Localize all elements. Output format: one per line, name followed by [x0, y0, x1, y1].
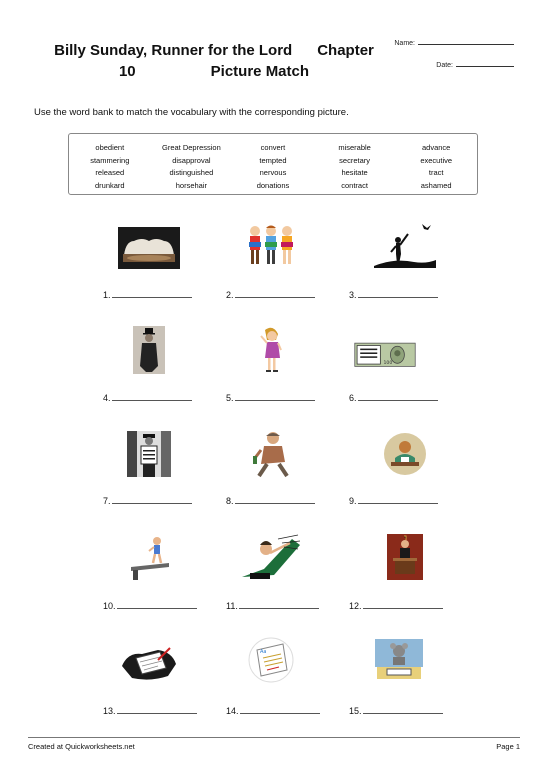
worksheet-title	[34, 40, 394, 82]
answer-8[interactable]	[226, 496, 322, 506]
word-bank-row	[69, 167, 477, 180]
dollar-bill-picture	[354, 330, 416, 378]
answer-blank[interactable]	[117, 601, 197, 609]
title-line-2: 10 Picture Match	[118, 63, 310, 80]
answer-9[interactable]	[349, 496, 445, 506]
word: drunkard	[94, 180, 125, 190]
word: obedient	[95, 143, 125, 152]
signing-contract-picture	[118, 636, 180, 684]
answer-blank[interactable]	[235, 496, 315, 504]
released-bird-silhouette-picture	[374, 220, 436, 268]
tract-leaflet-picture	[240, 636, 302, 684]
answer-blank[interactable]	[358, 393, 438, 401]
answer-number: 10.	[103, 601, 116, 611]
svg-text:100: 100	[383, 361, 393, 367]
title-line-1: Billy Sunday, Runner for the Lord Chapter	[54, 42, 374, 59]
answer-blank[interactable]	[240, 706, 320, 714]
word: tempted	[259, 155, 287, 165]
answer-4[interactable]	[103, 393, 199, 403]
word: horsehair	[175, 180, 208, 190]
answer-14[interactable]	[226, 706, 322, 716]
answer-number: 7.	[103, 496, 111, 506]
distinguished-gentleman-picture	[118, 326, 180, 374]
answer-12[interactable]	[349, 601, 445, 611]
answer-blank[interactable]	[112, 393, 192, 401]
word-bank-row	[69, 142, 477, 155]
answer-number: 5.	[226, 393, 234, 403]
answer-blank[interactable]	[363, 601, 443, 609]
word: distinguished	[169, 168, 214, 178]
word: ashamed	[420, 180, 452, 190]
answer-number: 13.	[103, 706, 116, 716]
answer-7[interactable]	[103, 496, 199, 506]
answer-11[interactable]	[226, 601, 322, 611]
answer-1[interactable]	[103, 290, 199, 300]
answer-blank[interactable]	[358, 290, 438, 298]
name-field[interactable]	[394, 38, 514, 47]
executive-at-desk-picture	[374, 430, 436, 478]
answer-blank[interactable]	[239, 601, 319, 609]
answer-blank[interactable]	[117, 706, 197, 714]
word: disapproval	[172, 155, 211, 165]
answer-number: 1.	[103, 290, 111, 300]
answer-number: 15.	[349, 706, 362, 716]
word: stammering	[90, 155, 130, 165]
answer-5[interactable]	[226, 393, 322, 403]
footer-credit: Created at Quickworksheets.net	[28, 742, 135, 751]
answer-10[interactable]	[103, 601, 199, 611]
page-footer	[28, 737, 520, 751]
drunkard-picture	[240, 430, 302, 478]
answer-blank[interactable]	[112, 496, 192, 504]
name-line[interactable]	[418, 38, 514, 45]
children-with-books-picture	[240, 222, 302, 270]
word: secretary	[339, 155, 370, 165]
advancing-man-picture	[240, 533, 302, 581]
answer-3[interactable]	[349, 290, 445, 300]
answer-blank[interactable]	[235, 290, 315, 298]
word-bank-row	[69, 155, 477, 168]
answer-13[interactable]	[103, 706, 199, 716]
instructions: Use the word bank to match the vocabulary with the corresponding picture.	[34, 107, 349, 118]
answer-6[interactable]	[349, 393, 445, 403]
word: Great Depression	[162, 143, 221, 152]
answer-blank[interactable]	[235, 393, 315, 401]
word: executive	[420, 155, 453, 165]
nervous-woman-picture	[240, 326, 302, 374]
date-label: Date:	[436, 62, 453, 69]
word-bank-row	[69, 180, 477, 193]
date-field[interactable]	[436, 60, 514, 69]
diving-board-hesitate-picture	[118, 533, 180, 581]
depression-sign-man-picture	[118, 430, 180, 478]
answer-number: 11.	[226, 601, 238, 611]
svg-text:Aa: Aa	[260, 649, 267, 655]
word: advance	[422, 143, 451, 152]
preacher-at-pulpit-picture	[374, 533, 436, 581]
word: convert	[260, 143, 286, 152]
word-bank-table	[69, 142, 477, 192]
answer-number: 6.	[349, 393, 357, 403]
word-bank	[68, 133, 478, 195]
word: tract	[428, 168, 444, 178]
answer-blank[interactable]	[358, 496, 438, 504]
name-label: Name:	[394, 40, 415, 47]
word: released	[95, 168, 125, 178]
answer-15[interactable]	[349, 706, 445, 716]
word: miserable	[338, 143, 371, 152]
date-line[interactable]	[456, 60, 514, 67]
secretary-mouse-picture	[368, 636, 430, 684]
horsehair-sofa-picture	[118, 224, 180, 272]
answer-number: 9.	[349, 496, 357, 506]
word: hesitate	[341, 168, 368, 178]
answer-2[interactable]	[226, 290, 322, 300]
answer-blank[interactable]	[363, 706, 443, 714]
page-number: Page 1	[496, 742, 520, 751]
answer-number: 12.	[349, 601, 362, 611]
answer-number: 4.	[103, 393, 111, 403]
answer-number: 14.	[226, 706, 239, 716]
answer-number: 3.	[349, 290, 357, 300]
word: contract	[341, 180, 368, 190]
word: donations	[256, 180, 290, 190]
answer-number: 2.	[226, 290, 234, 300]
word: nervous	[259, 168, 287, 178]
answer-blank[interactable]	[112, 290, 192, 298]
answer-number: 8.	[226, 496, 234, 506]
